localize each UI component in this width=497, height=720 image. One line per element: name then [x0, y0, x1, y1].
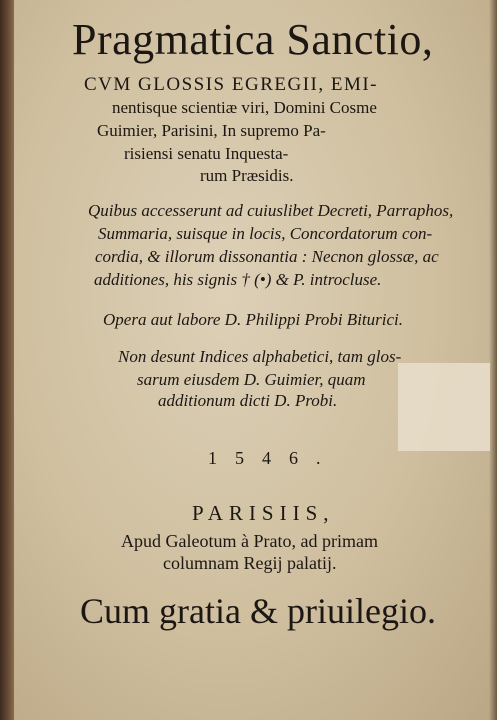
- imprint-line-1: Apud Galeotum à Prato, ad primam: [121, 531, 378, 551]
- indices-line-1: Non desunt Indices alphabetici, tam glos-: [118, 347, 402, 366]
- subtitle-line-3: Guimier, Parisini, In supremo Pa-: [97, 121, 326, 140]
- italic-line-1: Quibus accesserunt ad cuiuslibet Decreti, Parraphos,: [88, 201, 454, 220]
- subtitle-line-5: rum Præsidis.: [200, 166, 294, 185]
- subtitle-line-2: nentisque scientiæ viri, Domini Cosme: [112, 98, 377, 117]
- book-title: Pragmatica Sanctio,: [72, 15, 434, 64]
- subtitle-line-4: risiensi senatu Inquesta-: [124, 144, 289, 163]
- indices-line-3: additionum dicti D. Probi.: [158, 391, 338, 410]
- book-spine: [0, 0, 14, 720]
- imprint-city: PARISIIS,: [192, 501, 335, 525]
- opera-line: Opera aut labore D. Philippi Probi Biturici.: [103, 310, 403, 329]
- publication-year: 1546.: [208, 448, 339, 468]
- indices-line-2: sarum eiusdem D. Guimier, quam: [137, 370, 366, 389]
- paper-patch: [398, 363, 490, 451]
- italic-line-2: Summaria, suisque in locis, Concordatorum con-: [98, 224, 433, 243]
- italic-line-4: additiones, his signis † (•) & P. introcluse.: [94, 270, 382, 289]
- imprint-line-2: columnam Regij palatij.: [163, 553, 337, 573]
- privilege-line: Cum gratia & priuilegio.: [80, 591, 436, 631]
- subtitle-line-1: CVM GLOSSIS EGREGII, EMI-: [84, 74, 378, 95]
- italic-line-3: cordia, & illorum dissonantia : Necnon glossæ, ac: [95, 247, 439, 266]
- page-edge: [489, 0, 497, 720]
